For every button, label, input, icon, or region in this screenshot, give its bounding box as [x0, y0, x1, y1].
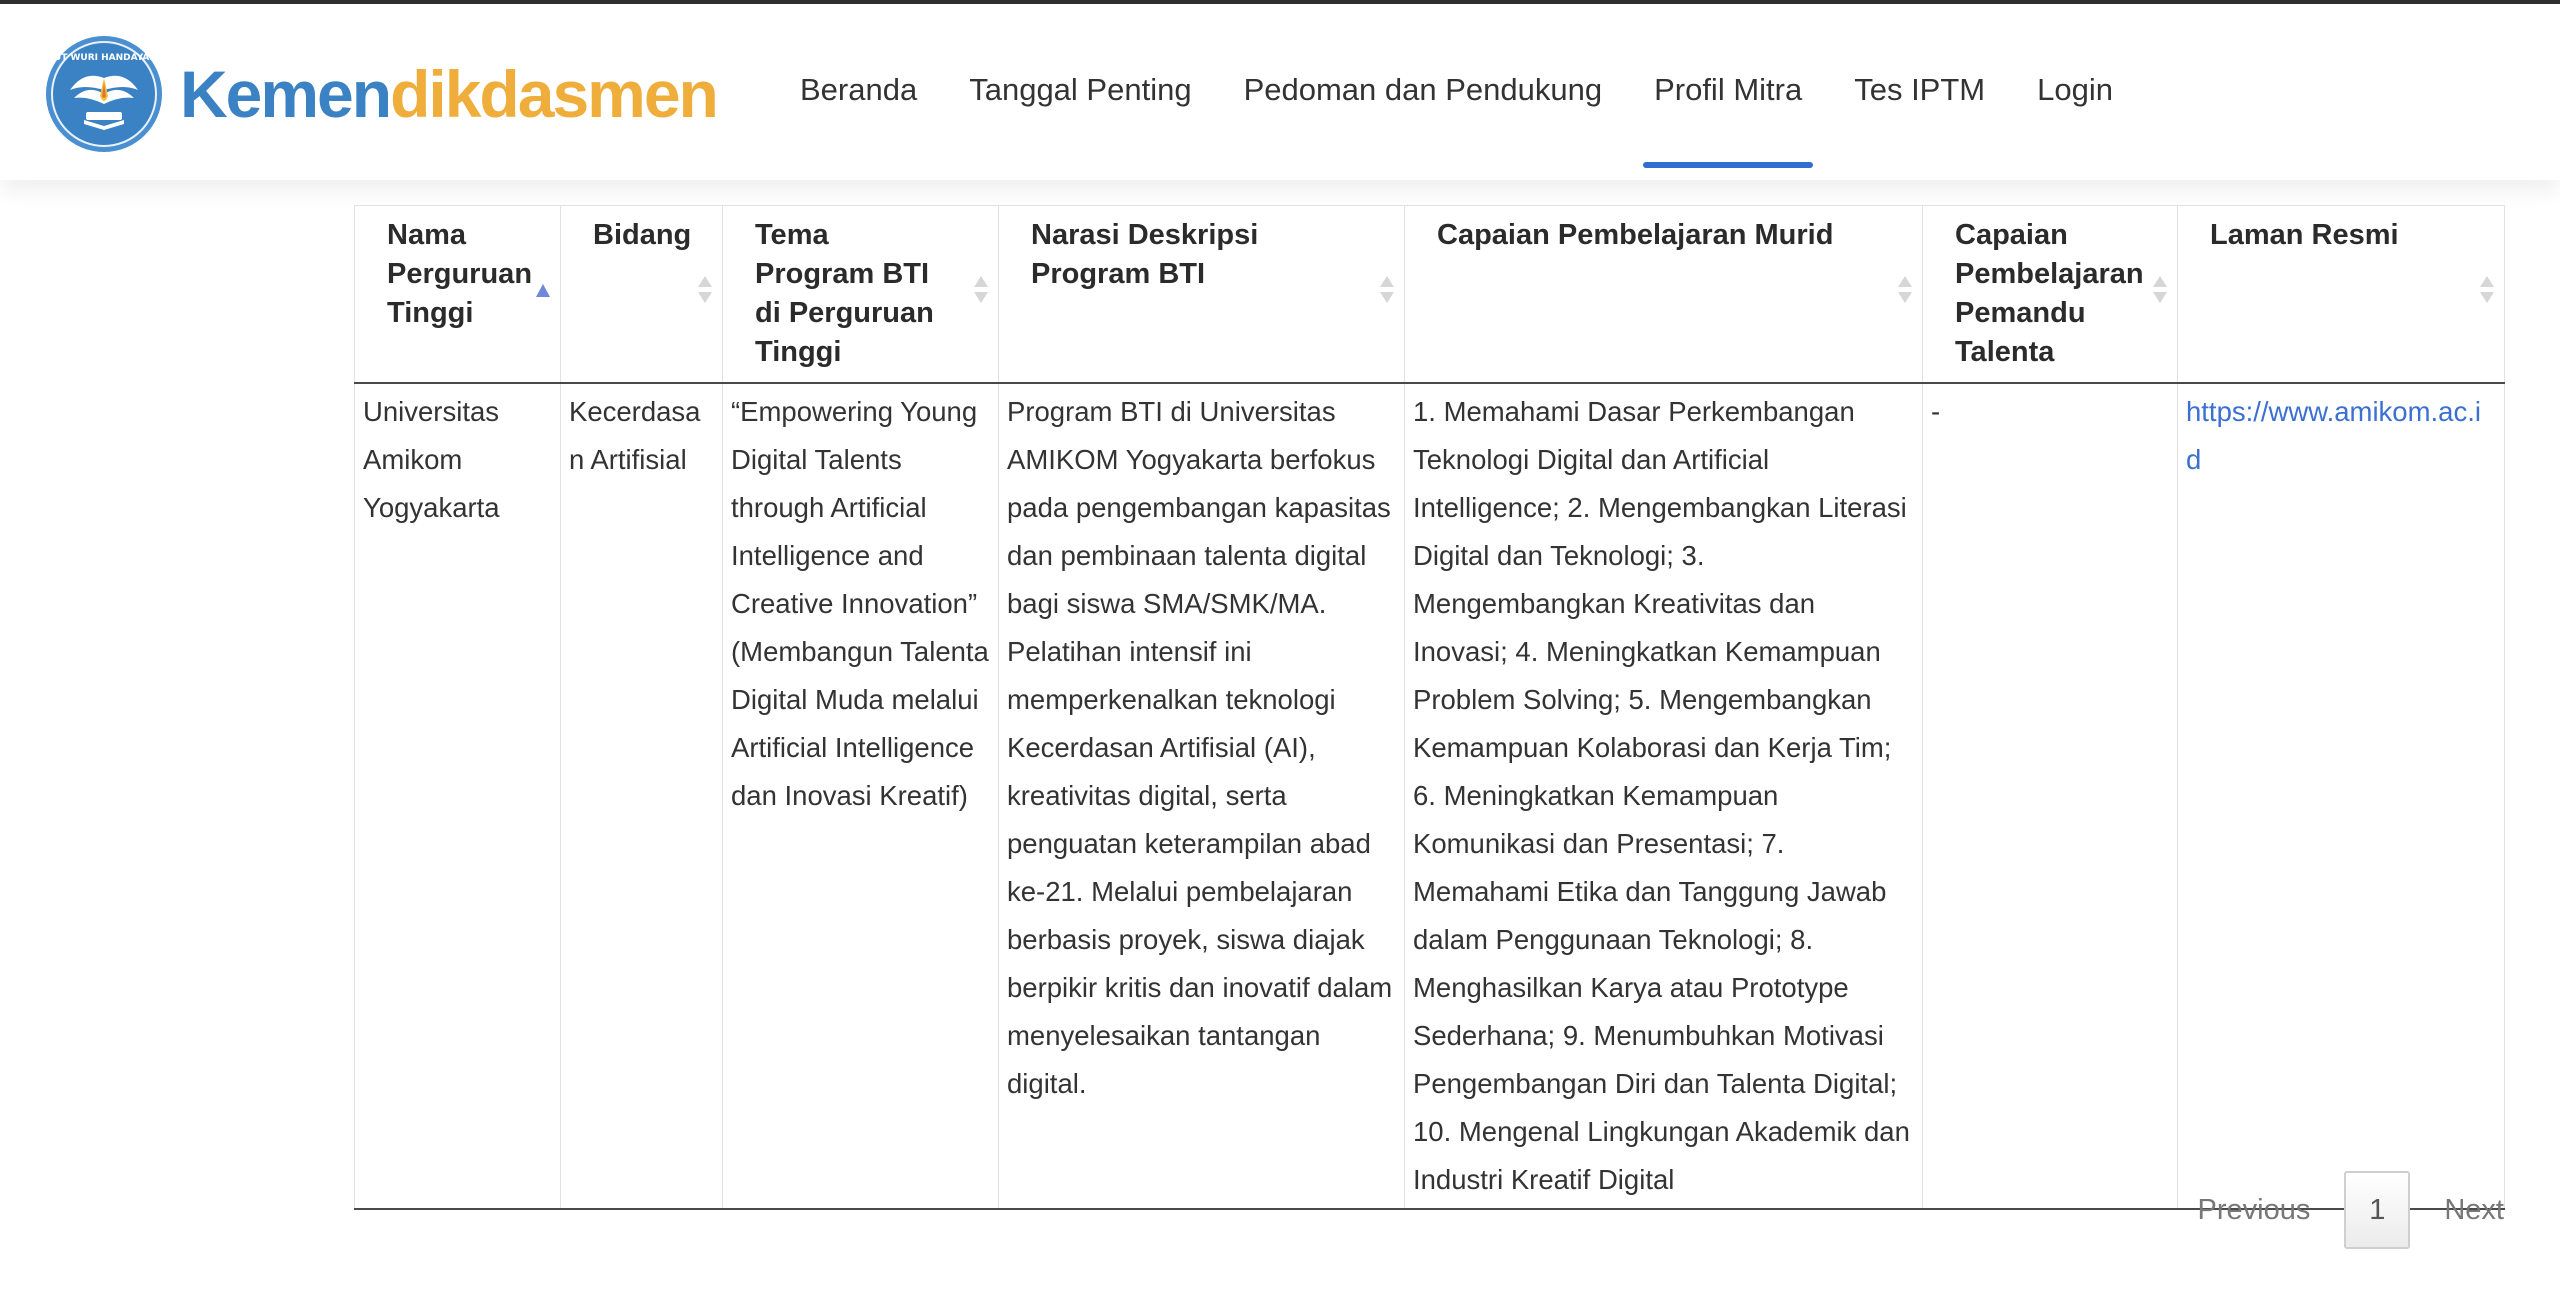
column-header-bidang[interactable]	[561, 206, 723, 384]
brand-name-part2: dikdasmen	[390, 57, 717, 131]
column-header-tema-program[interactable]	[723, 206, 999, 384]
column-header-label: Tema Program BTI di Perguruan Tinggi	[755, 219, 934, 368]
cell-bidang: Kecerdasan Artifisial	[561, 383, 723, 1209]
column-header-capaian-murid[interactable]	[1405, 206, 1923, 384]
sort-icon	[974, 276, 988, 306]
tut-wuri-handayani-emblem-icon	[44, 34, 164, 154]
sort-icon	[2153, 276, 2167, 306]
column-header-label: Laman Resmi	[2210, 219, 2399, 251]
sort-icon	[2480, 276, 2494, 306]
site-header	[0, 4, 2560, 180]
cell-capaian-murid: 1. Memahami Dasar Perkembangan Teknologi Digital dan Artificial Intelligence; 2. Mengembangkan Literasi Digital dan Teknologi; 3. Mengembangkan Kreativitas dan Inovasi; 4. Meningkatkan Kemampuan Problem Solving; 5. Mengembangkan Kemampuan Kolaborasi dan Kerja Tim; 6. Meningkatkan Kemampuan Komunikasi dan Presentasi; 7. Memahami Etika dan Tanggung Jawab dalam Penggunaan Teknologi; 8. Menghasilkan Karya atau Prototype Sederhana; 9. Menumbuhkan Motivasi Pengembangan Diri dan Talenta Digital; 10. Mengenal Lingkungan Akademik dan Industri Kreatif Digital	[1405, 383, 1923, 1209]
emblem-text: TUT WURI HANDAYANI	[47, 53, 161, 63]
column-header-label: Capaian Pembelajaran Pemandu Talenta	[1955, 219, 2144, 368]
cell-laman-resmi	[2178, 383, 2505, 1209]
nav-tanggal-penting[interactable]: Tanggal Penting	[969, 72, 1192, 107]
nav-profil-mitra[interactable]: Profil Mitra	[1654, 4, 1802, 176]
cell-capaian-pemandu: -	[1923, 383, 2178, 1209]
pagination-previous-button[interactable]: Previous	[2197, 1193, 2311, 1226]
cell-nama-perguruan-tinggi: Universitas Amikom Yogyakarta	[355, 383, 561, 1209]
nav-pedoman-dan-pendukung[interactable]: Pedoman dan Pendukung	[1243, 72, 1603, 107]
mitra-table-container	[354, 205, 2504, 1210]
column-header-label: Narasi Deskripsi Program BTI	[1031, 219, 1259, 290]
main-nav	[800, 4, 2165, 176]
column-header-capaian-pemandu[interactable]	[1923, 206, 2178, 384]
sort-icon	[698, 276, 712, 306]
mitra-table	[354, 205, 2505, 1210]
nav-beranda[interactable]: Beranda	[800, 72, 918, 107]
logo[interactable]	[44, 34, 717, 154]
column-header-label: Nama Perguruan Tinggi	[387, 219, 533, 329]
sort-ascending-icon	[536, 276, 550, 306]
table-row	[355, 383, 2505, 1209]
pagination	[2198, 1170, 2504, 1250]
pagination-next-button[interactable]: Next	[2444, 1193, 2504, 1226]
column-header-laman-resmi[interactable]	[2178, 206, 2505, 384]
nav-tes-iptm[interactable]: Tes IPTM	[1854, 72, 1986, 107]
nav-login[interactable]: Login	[2037, 72, 2113, 107]
column-header-nama-perguruan-tinggi[interactable]	[355, 206, 561, 384]
laman-resmi-link[interactable]: https://www.amikom.ac.id	[2186, 396, 2481, 475]
brand-wordmark	[180, 57, 717, 131]
sort-icon	[1380, 276, 1394, 306]
pagination-page-1-button[interactable]: 1	[2344, 1171, 2410, 1249]
column-header-narasi-deskripsi[interactable]	[999, 206, 1405, 384]
table-header-row	[355, 206, 2505, 384]
brand-name-part1: Kemen	[180, 57, 391, 131]
sort-icon	[1898, 276, 1912, 306]
column-header-label: Capaian Pembelajaran Murid	[1437, 219, 1834, 251]
cell-tema-program: “Empowering Young Digital Talents through Artificial Intelligence and Creative Innovation” (Membangun Talenta Digital Muda melalui Artificial Intelligence dan Inovasi Kreatif)	[723, 383, 999, 1209]
cell-narasi-deskripsi: Program BTI di Universitas AMIKOM Yogyakarta berfokus pada pengembangan kapasitas dan pembinaan talenta digital bagi siswa SMA/SMK/MA. Pelatihan intensif ini memperkenalkan teknologi Kecerdasan Artifisial (AI), kreativitas digital, serta penguatan keterampilan abad ke-21. Melalui pembelajaran berbasis proyek, siswa diajak berpikir kritis dan inovatif dalam menyelesaikan tantangan digital.	[999, 383, 1405, 1209]
column-header-label: Bidang	[593, 219, 692, 251]
